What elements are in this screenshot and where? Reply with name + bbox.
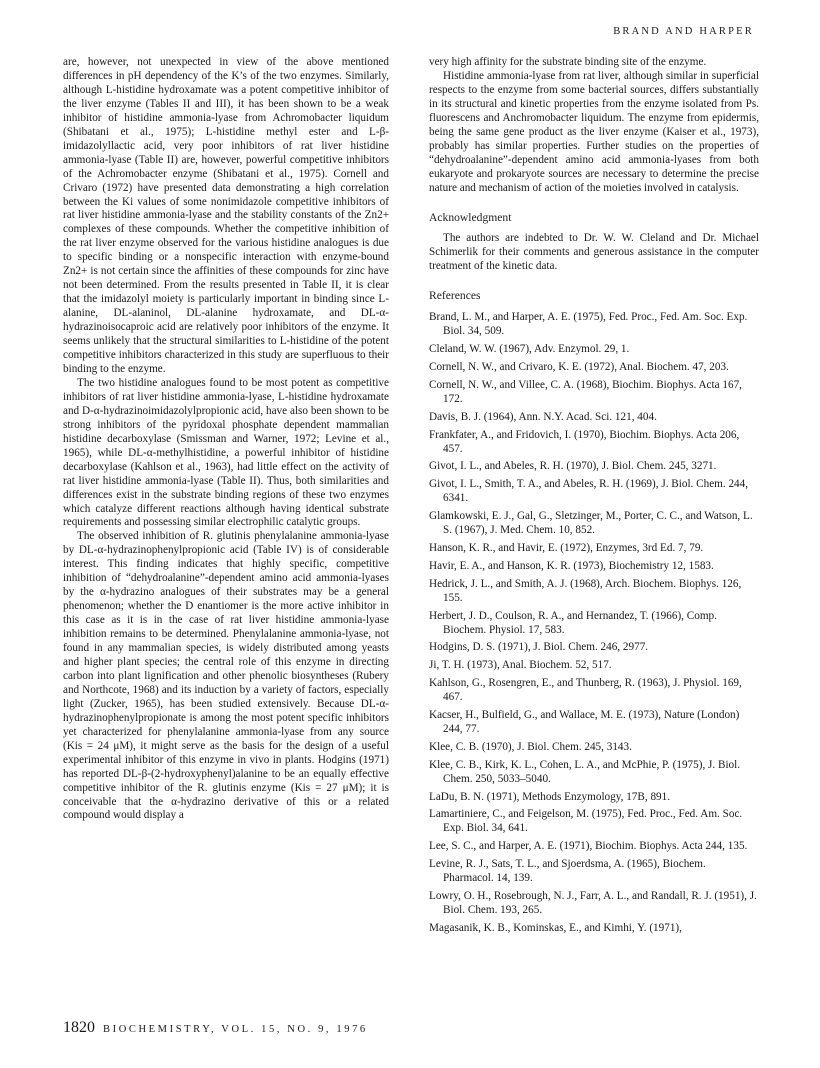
reference-item: Kahlson, G., Rosengren, E., and Thunberg, R. (1963), J. Physiol. 169, 467. (429, 677, 742, 704)
reference-item: Davis, B. J. (1964), Ann. N.Y. Acad. Sci. 121, 404. (429, 410, 657, 423)
reference-item: Cleland, W. W. (1967), Adv. Enzymol. 29, 1. (429, 343, 630, 356)
reference-item: LaDu, B. N. (1971), Methods Enzymology, 17B, 891. (429, 790, 671, 803)
reference-list (429, 311, 759, 935)
reference-item: Givot, I. L., and Abeles, R. H. (1970), J. Biol. Chem. 245, 3271. (429, 460, 717, 473)
reference-item: Levine, R. J., Sats, T. L., and Sjoerdsma, A. (1965), Biochem. Pharmacol. 14, 139. (429, 858, 706, 885)
reference-item: Givot, I. L., Smith, T. A., and Abeles, R. H. (1969), J. Biol. Chem. 244, 6341. (429, 478, 749, 505)
reference-item: Havir, E. A., and Hanson, K. R. (1973), Biochemistry 12, 1583. (429, 559, 714, 572)
running-header: BRAND AND HARPER (613, 26, 754, 37)
reference-item: Lowry, O. H., Rosebrough, N. J., Farr, A. L., and Randall, R. J. (1951), J. Biol. Chem. 193, 265. (429, 890, 757, 916)
references-heading: References (429, 289, 481, 303)
reference-item: Cornell, N. W., and Crivaro, K. E. (1972), Anal. Biochem. 47, 203. (429, 361, 729, 374)
reference-item: Glamkowski, E. J., Gal, G., Sletzinger, M., Porter, C. C., and Watson, L. S. (1967), J. Med. Chem. 10, 852. (429, 510, 753, 537)
reference-item: Cornell, N. W., and Villee, C. A. (1968), Biochim. Biophys. Acta 167, 172. (429, 378, 742, 405)
reference-item: Magasanik, K. B., Kominskas, E., and Kimhi, Y. (1971), (429, 921, 682, 934)
reference-item: Hodgins, D. S. (1971), J. Biol. Chem. 246, 2977. (429, 641, 649, 654)
acknowledgment-text: The authors are indebted to Dr. W. W. Cleland and Dr. Michael Schimerlik for their comments and generous assistance in the computer treatment of the kinetic data. (429, 232, 759, 273)
left-column (63, 56, 389, 823)
journal-citation: BIOCHEMISTRY, VOL. 15, NO. 9, 1976 (103, 1024, 368, 1035)
reference-item: Herbert, J. D., Coulson, R. A., and Hernandez, T. (1966), Comp. Biochem. Physiol. 17, 583. (429, 609, 717, 636)
page-number: 1820 (63, 1019, 95, 1036)
right-column (429, 56, 759, 940)
body-paragraph: The observed inhibition of R. glutinis phenylalanine ammonia-lyase by DL-α-hydrazinophenylpropionic acid (Table IV) is of considerable interest. This finding indicates that highly specific, competitive inhibition of “dehydroalanine”-dependent amino acid ammonia-lyases by the α-hydrazino analogues of their substrates may be a general phenomenon; whether the D enantiomer is the more active inhibitor in this case as it is in the case of rat liver histidine ammonia-lyase inhibition remains to be determined. Phenylalanine ammonia-lyase, not found in any mammalian species, is widely distributed among yeasts and higher plant species; the central role of this enzyme in directing carbon into plant lignification and other phenolic biosyntheses (Rubery and Northcote, 1968) and its induction by a variety of factors, especially light (Zucker, 1965), has been studied extensively. Because DL-α-hydrazinophenylpropionate is among the most potent specific inhibitors yet characterized for phenylalanine ammonia-lyase from any source (Kis = 24 μM), it might serve as the basis for the design of a useful experimental inhibitor of this enzyme in vivo in plants. Hodgins (1971) has reported DL-β-(2-hydroxyphenyl)alanine to be an equally effective competitive inhibitor of the R. glutinis enzyme (Kis = 27 μM); it is conceivable that the α-hydrazino derivative of this or a related compound would display a (63, 530, 389, 822)
reference-item: Hedrick, J. L., and Smith, A. J. (1968), Arch. Biochem. Biophys. 126, 155. (429, 577, 742, 604)
reference-item: Lee, S. C., and Harper, A. E. (1971), Biochim. Biophys. Acta 244, 135. (429, 840, 748, 853)
reference-item: Hanson, K. R., and Havir, E. (1972), Enzymes, 3rd Ed. 7, 79. (429, 541, 704, 554)
reference-item: Klee, C. B. (1970), J. Biol. Chem. 245, 3143. (429, 740, 632, 753)
reference-item: Ji, T. H. (1973), Anal. Biochem. 52, 517. (429, 659, 612, 672)
body-paragraph: very high affinity for the substrate binding site of the enzyme. (429, 56, 707, 68)
reference-item: Klee, C. B., Kirk, K. L., Cohen, L. A., and McPhie, P. (1975), J. Biol. Chem. 250, 5033–5040. (429, 758, 741, 785)
body-paragraph: are, however, not unexpected in view of the above mentioned differences in pH dependency of the K’s of the two enzymes. Similarly, although L-histidine hydroxamate was a potent competitive inhibitor of the liver enzyme (Tables II and III), it has been shown to be a weak inhibitor of histidine ammonia-lyase from Achromobacter liquidum (Shibatani et al., 1975); L-histidine methyl ester and L-β-imidazolyllactic acid, very poor inhibitors of rat liver histidine ammonia-lyase (Table II) are, however, powerful competitive inhibitors of the Achromobacter enzyme (Shibatani et al., 1975). Cornell and Crivaro (1972) have presented data demonstrating a high correlation between the Ki values of some nonimidazole competitive inhibitors of rat liver histidine ammonia-lyase and the stability constants of the Zn2+ complexes of these compounds. Whether the competitive inhibition of the rat liver enzyme observed for the various histidine analogues is due to specific binding or a nonspecific interaction with enzyme-bound Zn2+ is not certain since the affinities of these compounds for zinc have not been determined. From the results presented in Table II, it is clear that the imidazolyl moiety is particularly important in binding since L-alanine, DL-alaninol, DL-alanine hydroxamate, and DL-α-hydrazinoisocaproic acid are relatively poor inhibitors of the enzyme. It seems unlikely that the structural similarities to L-histidine of the potent competitive inhibitors characterized in this study are superfluous to their binding to the enzyme. (63, 56, 389, 375)
page-footer (63, 1019, 368, 1037)
body-paragraph: Histidine ammonia-lyase from rat liver, although similar in superficial respects to the enzyme from some bacterial sources, differs substantially in its structural and kinetic properties from the enzyme isolated from Ps. fluorescens and Anchromobacter liquidum. The enzyme from epidermis, being the same gene product as the liver enzyme (Kaiser et al., 1973), probably has similar properties. Further studies on the properties of “dehydroalanine”-dependent amino acid ammonia-lyases from both eukaryote and prokaryote sources are necessary to determine the precise nature and mechanism of action of the moieties involved in catalysis. (429, 69, 759, 194)
reference-item: Kacser, H., Bulfield, G., and Wallace, M. E. (1973), Nature (London) 244, 77. (429, 709, 740, 735)
reference-item: Brand, L. M., and Harper, A. E. (1975), Fed. Proc., Fed. Am. Soc. Exp. Biol. 34, 509. (429, 311, 748, 338)
reference-item: Frankfater, A., and Fridovich, I. (1970), Biochim. Biophys. Acta 206, 457. (429, 428, 740, 455)
body-paragraph: The two histidine analogues found to be most potent as competitive inhibitors of rat liver histidine ammonia-lyase, L-histidine hydroxamate and D-α-hydrazinoimidazolylpropionic acid, have also been shown to be strong inhibitors of the pyridoxal phosphate dependent mammalian histidine decarboxylase (Smissman and Warner, 1972; Levine et al., 1965), while DL-α-methylhistidine, a powerful inhibitor of histidine decarboxylase (Kahlson et al., 1963), had little effect on the activity of rat liver histidine ammonia-lyase (Table II). Thus, both similarities and differences exist in the substrate binding regions of these two enzymes which catalyze different reactions although having identical substrate requirements and possessing similar electrophilic catalytic groups. (63, 376, 389, 529)
acknowledgment-heading: Acknowledgment (429, 210, 512, 224)
reference-item: Lamartiniere, C., and Feigelson, M. (1975), Fed. Proc., Fed. Am. Soc. Exp. Biol. 34, 641. (429, 808, 743, 835)
